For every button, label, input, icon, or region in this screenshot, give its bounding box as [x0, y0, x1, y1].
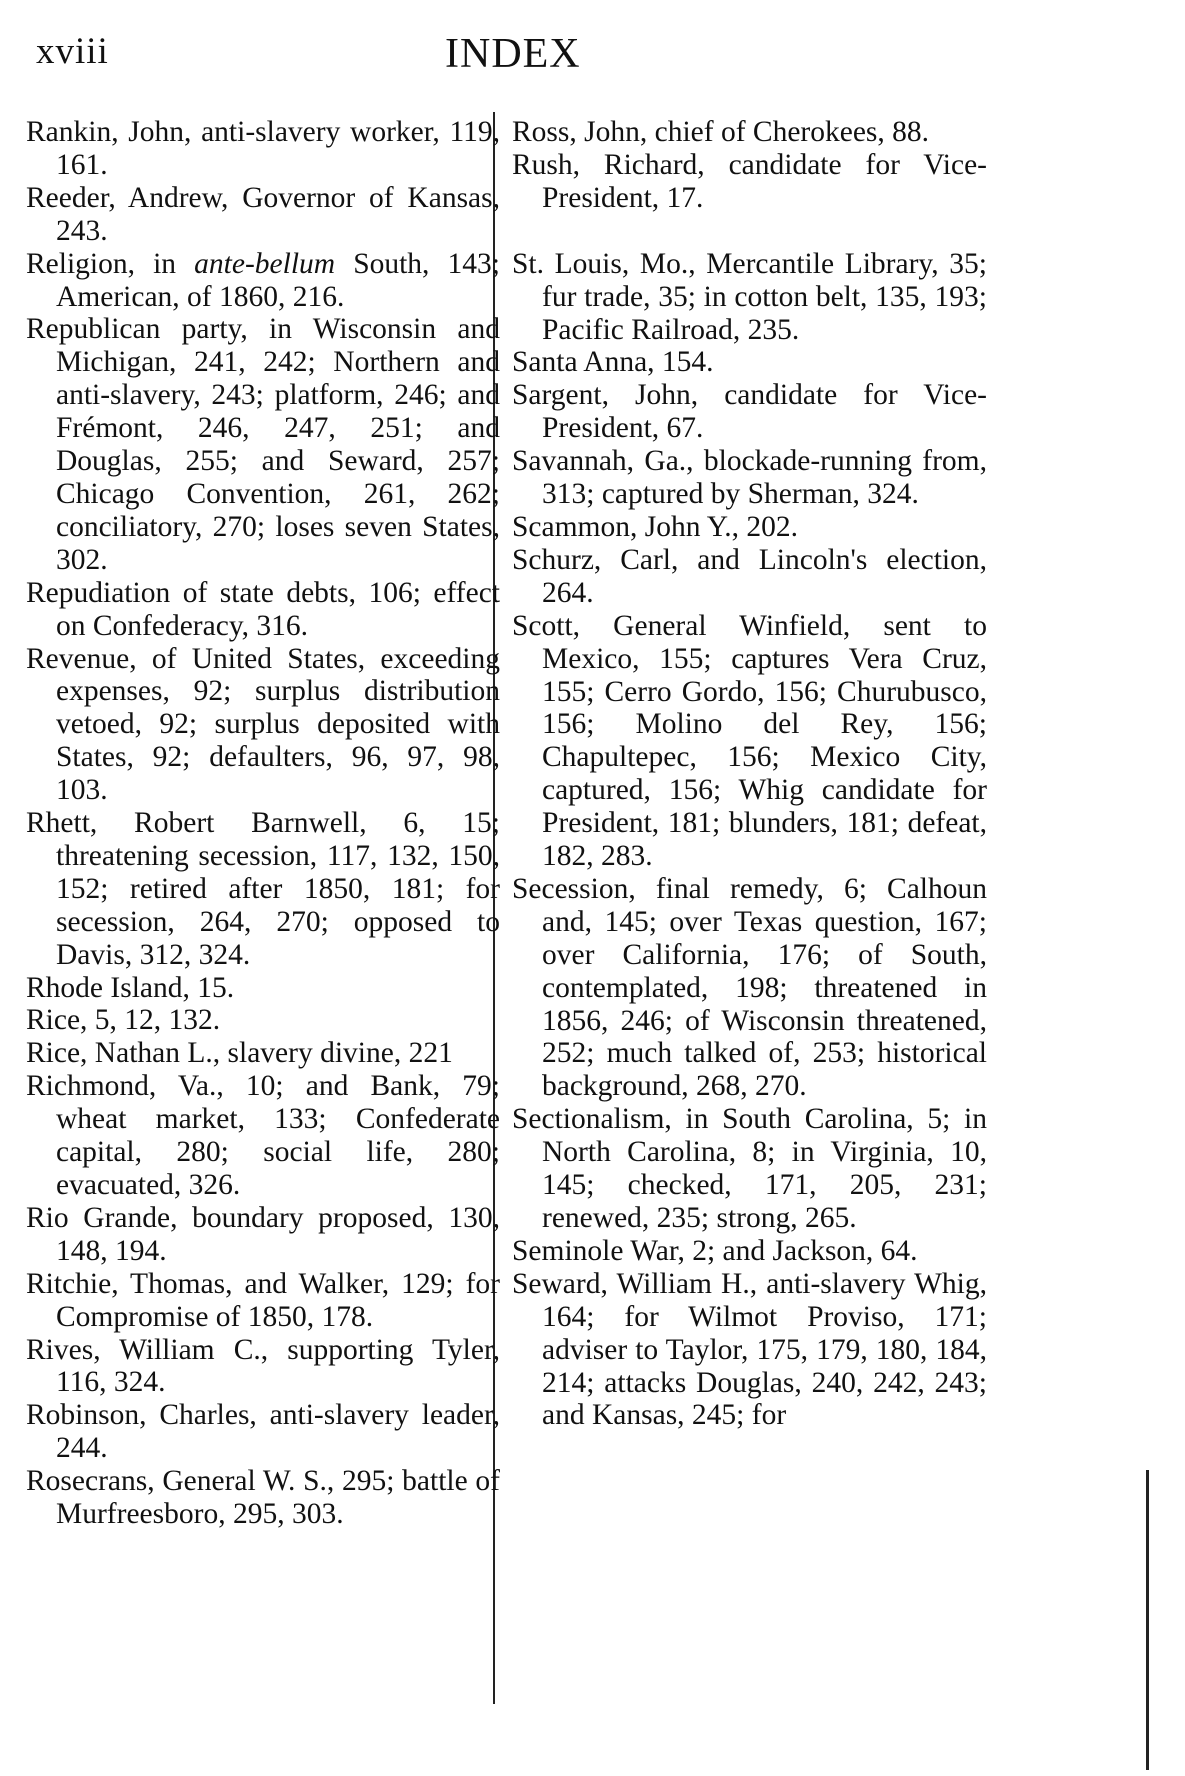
- index-entry: Richmond, Va., 10; and Bank, 79; wheat market, 133; Confederate capital, 280; social life, 280; evacuated, 326.: [26, 1070, 500, 1201]
- entry-text: South, 143; American, of 1860, 216.: [56, 247, 500, 313]
- index-column-left: [26, 116, 500, 1531]
- index-entry: Santa Anna, 154.: [512, 346, 714, 379]
- index-entry: Robinson, Charles, anti-slavery leader, 244.: [26, 1399, 500, 1465]
- index-entry: Repudiation of state debts, 106; effect on Confederacy, 316.: [26, 576, 500, 642]
- index-entry: Rush, Richard, candidate for Vice-President, 17.: [512, 148, 987, 214]
- page-number: xviii: [36, 31, 109, 72]
- index-entry: Reeder, Andrew, Governor of Kansas, 243.: [26, 181, 500, 247]
- index-entry: Seminole War, 2; and Jackson, 64.: [512, 1234, 918, 1267]
- index-entry: Scott, General Winfield, sent to Mexico, 155; captures Vera Cruz, 155; Cerro Gordo, 156; Churubusco, 156; Molino del Rey, 156; Chapultepec, 156; Mexico City, captured, 156; Whig candidate for President, 181; blunders, 181; defeat, 182, 283.: [512, 609, 987, 873]
- index-entry: St. Louis, Mo., Mercantile Library, 35; fur trade, 35; in cotton belt, 135, 193; Pacific Railroad, 235.: [512, 247, 987, 346]
- index-entry: Rhode Island, 15.: [26, 971, 235, 1004]
- index-entry: Sargent, John, candidate for Vice-President, 67.: [512, 379, 987, 445]
- index-entry: Seward, William H., anti-slavery Whig, 164; for Wilmot Proviso, 171; adviser to Taylor, 175, 179, 180, 184, 214; attacks Douglas, 240, 242, 243; and Kansas, 245; for: [512, 1267, 987, 1432]
- index-entry: Rio Grande, boundary proposed, 130, 148, 194.: [26, 1201, 500, 1267]
- entry-text: Religion, in: [26, 247, 195, 280]
- index-entry: Rosecrans, General W. S., 295; battle of Murfreesboro, 295, 303.: [26, 1465, 500, 1531]
- index-entry-religion: [26, 248, 500, 314]
- index-entry: Scammon, John Y., 202.: [512, 510, 798, 543]
- index-entry: Secession, final remedy, 6; Calhoun and, 145; over Texas question, 167; over California, 176; of South, contemplated, 198; threatened in 1856, 246; of Wisconsin threatened, 252; much talked of, 253; historical background, 268, 270.: [512, 872, 987, 1103]
- index-entry: Ross, John, chief of Cherokees, 88.: [512, 116, 930, 148]
- index-entry: Republican party, in Wisconsin and Michigan, 241, 242; Northern and anti-slavery, 243; platform, 246; and Frémont, 246, 247, 251; and Douglas, 255; and Seward, 257; Chicago Convention, 261, 262; conciliatory, 270; loses seven States, 302.: [26, 313, 500, 576]
- index-entry: Revenue, of United States, exceeding expenses, 92; surplus distribution vetoed, 92; surplus deposited with States, 92; defaulters, 96, 97, 98, 103.: [26, 642, 500, 807]
- index-column-right: [512, 116, 987, 1432]
- index-entry: Schurz, Carl, and Lincoln's election, 264.: [512, 543, 987, 609]
- letter-section-gap: [512, 215, 987, 248]
- index-entry: Rives, William C., supporting Tyler, 116, 324.: [26, 1333, 500, 1399]
- index-entry: Sectionalism, in South Carolina, 5; in North Carolina, 8; in Virginia, 10, 145; checked, 171, 205, 231; renewed, 235; strong, 265.: [512, 1103, 987, 1234]
- index-entry: Rankin, John, anti-slavery worker, 119, 161.: [26, 116, 500, 181]
- entry-italic-term: ante-bellum: [194, 247, 336, 280]
- page-edge-line: [1146, 1470, 1149, 1770]
- index-entry: Savannah, Ga., blockade-running from, 313; captured by Sherman, 324.: [512, 445, 987, 511]
- index-entry: Ritchie, Thomas, and Walker, 129; for Compromise of 1850, 178.: [26, 1267, 500, 1333]
- index-entry: Rice, Nathan L., slavery divine, 221: [26, 1037, 453, 1070]
- index-entry: Rice, 5, 12, 132.: [26, 1004, 221, 1037]
- page-title: INDEX: [445, 31, 581, 77]
- index-entry: Rhett, Robert Barnwell, 6, 15; threatening secession, 117, 132, 150, 152; retired after 1850, 181; for secession, 264, 270; opposed to Davis, 312, 324.: [26, 807, 500, 971]
